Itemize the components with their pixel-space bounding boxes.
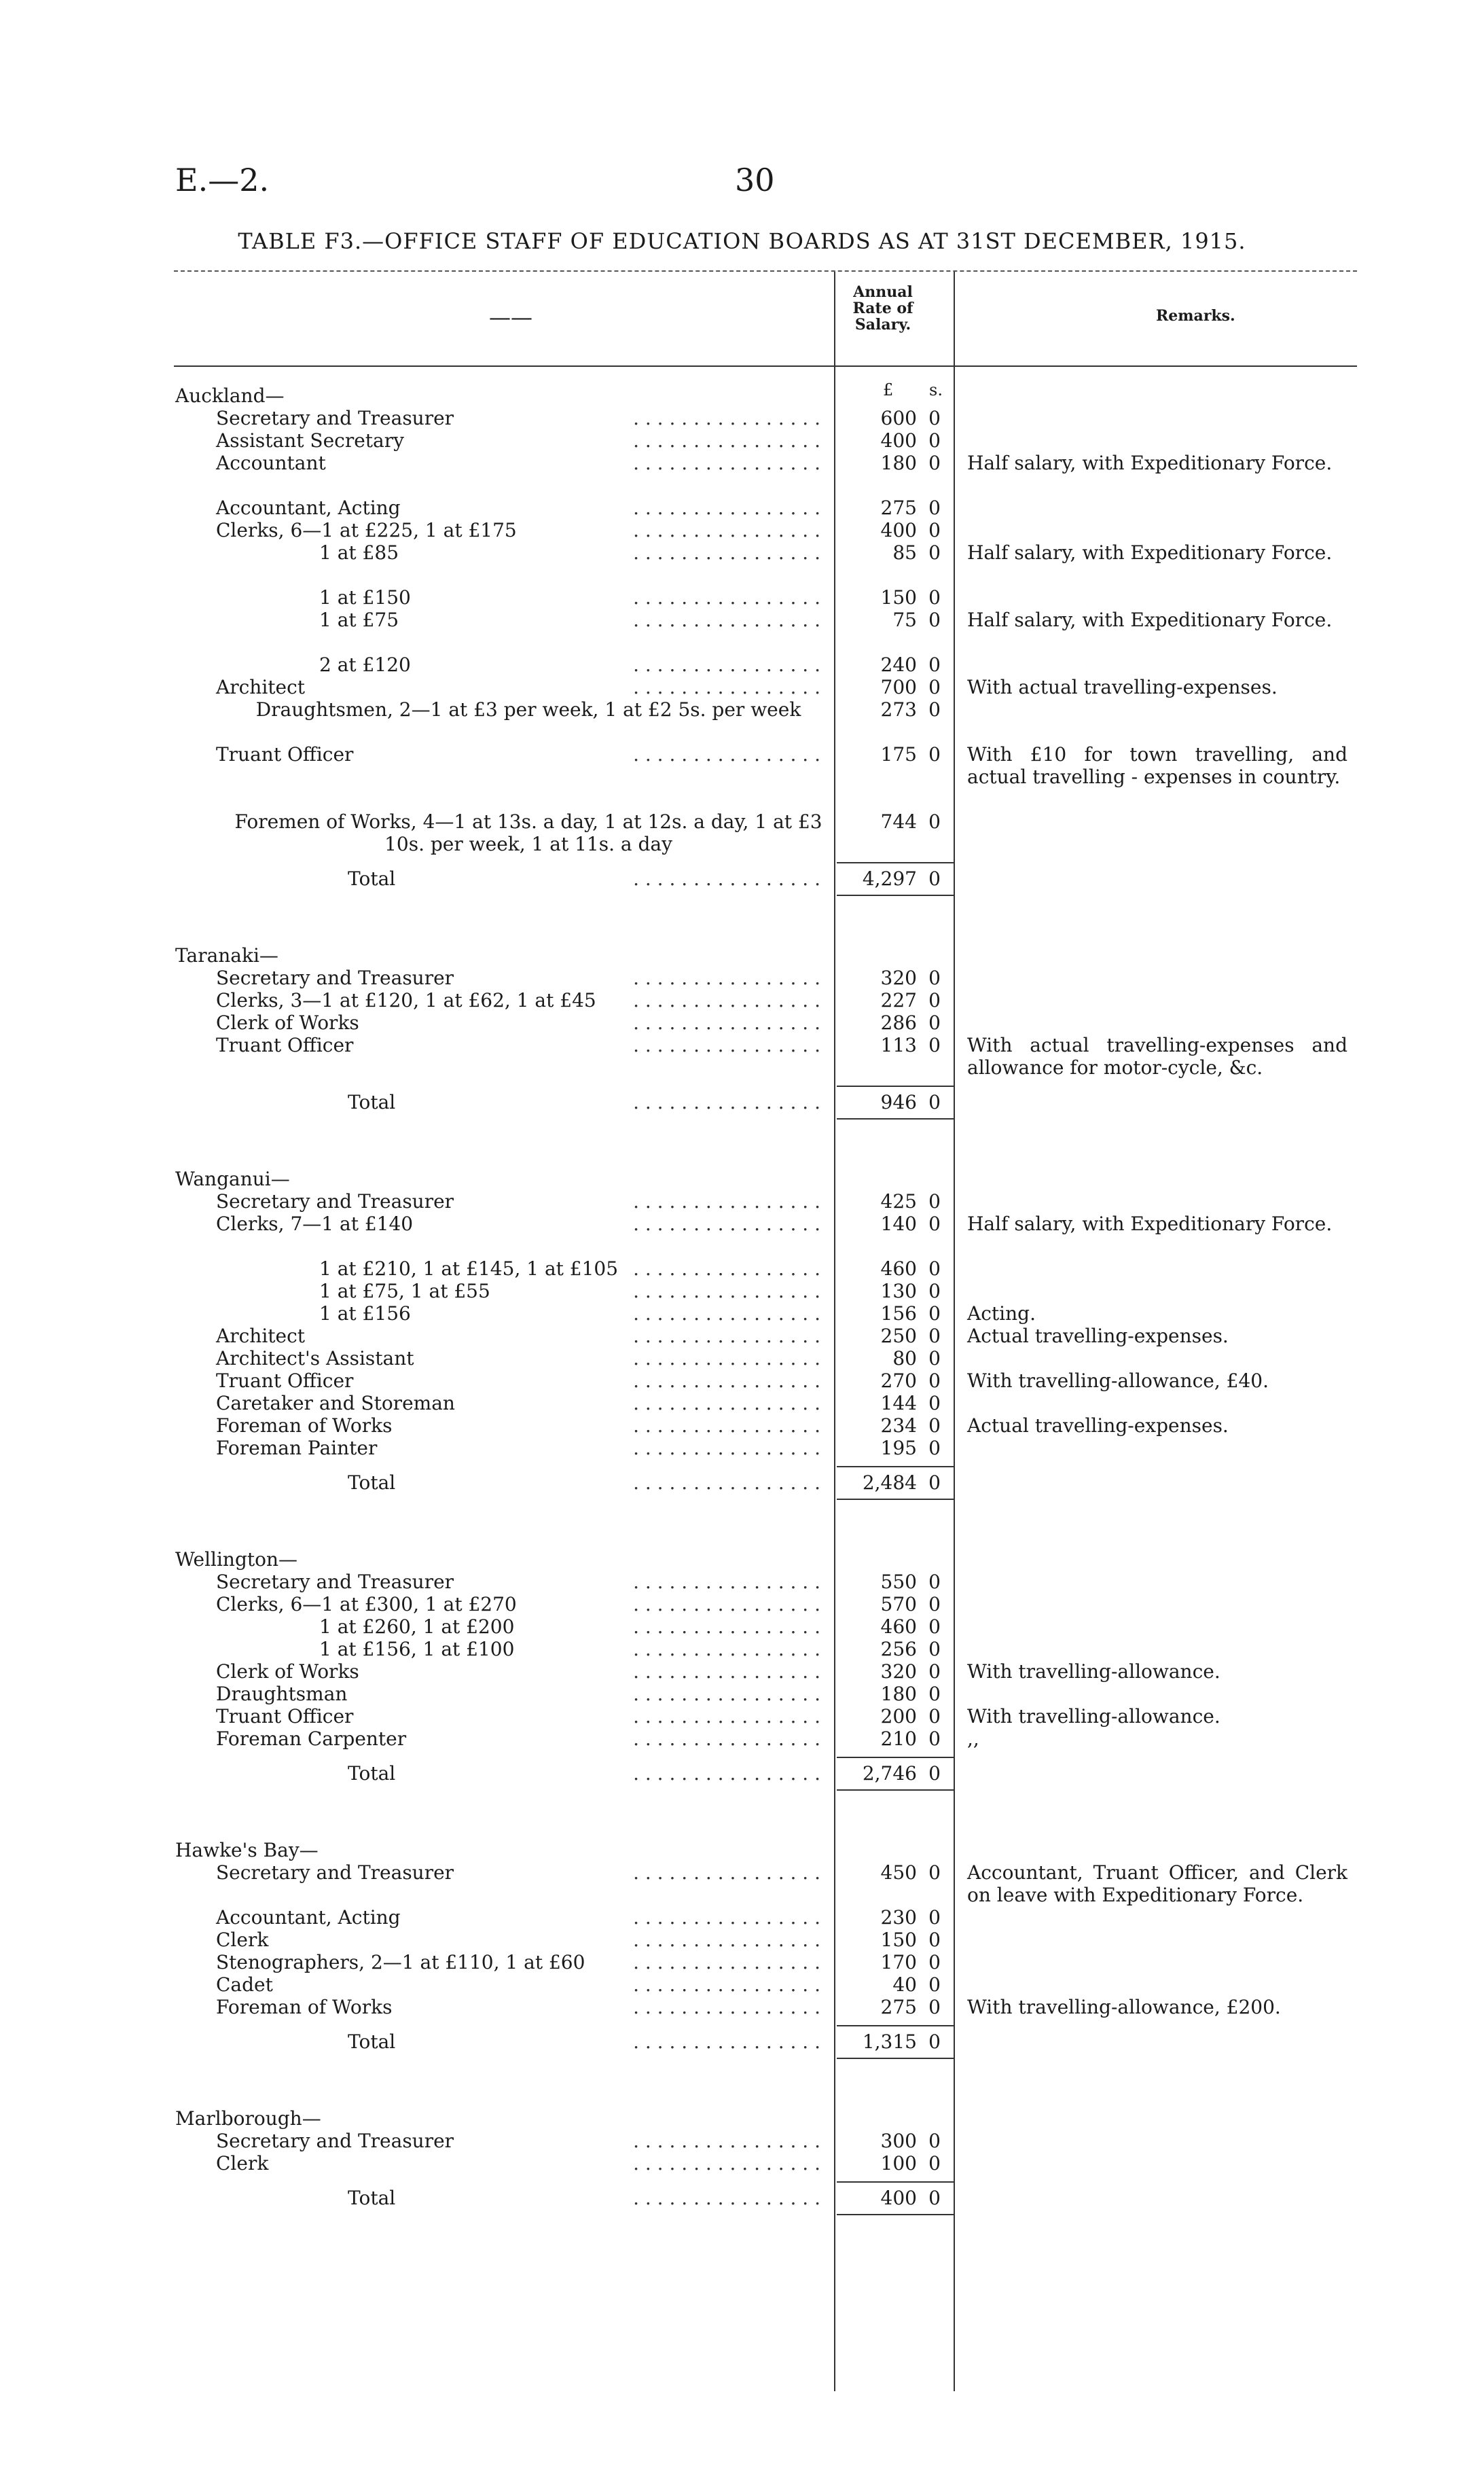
salary-pounds: 300 xyxy=(880,2130,917,2152)
staff-position: Foreman of Works xyxy=(216,1414,393,1437)
salary-shillings: 0 xyxy=(928,1638,941,1660)
staff-position: Truant Officer xyxy=(216,743,354,766)
leader-dots: . . . . . . . . . . . . . . . . xyxy=(633,967,820,989)
staff-position: Clerk of Works xyxy=(216,1660,359,1683)
leader-dots: . . . . . . . . . . . . . . . . xyxy=(633,407,820,429)
leader-dots: . . . . . . . . . . . . . . . . xyxy=(633,1012,820,1034)
section-total-row xyxy=(0,1091,1484,1114)
salary-pounds: 460 xyxy=(880,1257,917,1280)
total-pounds: 4,297 xyxy=(862,867,917,890)
salary-pounds: 40 xyxy=(892,1973,917,1996)
leader-dots: . . . . . . . . . . . . . . . . xyxy=(633,1638,820,1660)
staff-position: Architect xyxy=(216,676,306,698)
leader-dots: . . . . . . . . . . . . . . . . xyxy=(633,541,820,564)
salary-pounds: 400 xyxy=(880,519,917,541)
table-row xyxy=(0,609,1484,632)
salary-shillings: 0 xyxy=(928,1034,941,1056)
leader-dots: . . . . . . . . . . . . . . . . xyxy=(633,519,820,541)
leader-dots: . . . . . . . . . . . . . . . . xyxy=(633,1091,820,1113)
region-heading xyxy=(0,384,1484,408)
staff-position: Foremen of Works, 4—1 at 13s. a day, 1 at 12s. a day, 1 at £3 10s. per week, 1 at 11s. a day xyxy=(234,810,822,855)
salary-pounds: 175 xyxy=(880,743,917,766)
staff-position: Accountant, Acting xyxy=(216,1906,401,1929)
remarks-text: With actual travelling-expenses and allowance for motor-cycle, &c. xyxy=(967,1034,1347,1079)
staff-position: Truant Officer xyxy=(216,1370,354,1392)
table-row xyxy=(0,1012,1484,1035)
salary-shillings: 0 xyxy=(928,1593,941,1615)
leader-dots: . . . . . . . . . . . . . . . . xyxy=(633,1615,820,1638)
salary-pounds: 150 xyxy=(880,1929,917,1951)
leader-dots: . . . . . . . . . . . . . . . . xyxy=(633,1437,820,1459)
salary-shillings: 0 xyxy=(928,676,941,698)
table-row xyxy=(0,1683,1484,1706)
salary-shillings: 0 xyxy=(928,1302,941,1325)
salary-shillings: 0 xyxy=(928,1325,941,1347)
total-rule xyxy=(837,1466,954,1500)
remarks-text: ,, xyxy=(967,1728,979,1750)
leader-dots: . . . . . . . . . . . . . . . . xyxy=(633,1705,820,1728)
salary-shillings: 0 xyxy=(928,586,941,609)
salary-shillings: 0 xyxy=(928,1705,941,1728)
salary-shillings: 0 xyxy=(928,2130,941,2152)
table-row xyxy=(0,1280,1484,1303)
remarks-column-header: Remarks. xyxy=(1156,307,1235,325)
total-rule xyxy=(837,2181,954,2215)
leader-dots: . . . . . . . . . . . . . . . . xyxy=(633,1392,820,1414)
staff-position: Foreman of Works xyxy=(216,1996,393,2018)
table-row xyxy=(0,1213,1484,1236)
leader-dots: . . . . . . . . . . . . . . . . xyxy=(633,1190,820,1213)
leader-dots: . . . . . . . . . . . . . . . . xyxy=(633,989,820,1012)
table-row xyxy=(0,497,1484,520)
table-row xyxy=(0,743,1484,788)
table-row xyxy=(0,1615,1484,1639)
remarks-text: Actual travelling-expenses. xyxy=(967,1414,1229,1437)
staff-position: 1 at £260, 1 at £200 xyxy=(319,1615,515,1638)
table-row xyxy=(0,2152,1484,2175)
salary-pounds: 80 xyxy=(892,1347,917,1370)
staff-position: Caretaker and Storeman xyxy=(216,1392,455,1414)
salary-pounds: 113 xyxy=(880,1034,917,1056)
region-name: Wanganui— xyxy=(175,1168,290,1190)
region-name: Wellington— xyxy=(175,1548,298,1571)
staff-position: 1 at £75, 1 at £55 xyxy=(319,1280,490,1302)
region-heading xyxy=(0,1548,1484,1571)
table-title: TABLE F3.—OFFICE STAFF OF EDUCATION BOARDS AS AT 31ST DECEMBER, 1915. xyxy=(238,228,1246,254)
salary-shillings: 0 xyxy=(928,1973,941,1996)
table-row xyxy=(0,1593,1484,1616)
salary-pounds: 210 xyxy=(880,1728,917,1750)
salary-shillings: 0 xyxy=(928,1615,941,1638)
leader-dots: . . . . . . . . . . . . . . . . xyxy=(633,609,820,631)
salary-shillings: 0 xyxy=(928,743,941,766)
staff-position: Assistant Secretary xyxy=(216,429,404,452)
salary-pounds: 227 xyxy=(880,989,917,1012)
salary-shillings: 0 xyxy=(928,967,941,989)
staff-position: 2 at £120 xyxy=(319,654,411,676)
salary-shillings: 0 xyxy=(928,1951,941,1973)
total-rule xyxy=(837,1757,954,1791)
table-row xyxy=(0,1861,1484,1906)
leader-dots: . . . . . . . . . . . . . . . . xyxy=(633,1571,820,1593)
staff-position: Secretary and Treasurer xyxy=(216,967,454,989)
remarks-text: With travelling-allowance. xyxy=(967,1660,1220,1683)
leader-dots: . . . . . . . . . . . . . . . . xyxy=(633,1951,820,1973)
remarks-text: With actual travelling-expenses. xyxy=(967,676,1278,698)
table-row xyxy=(0,1973,1484,1997)
staff-position: Clerk xyxy=(216,2152,269,2175)
section-total-row xyxy=(0,1762,1484,1785)
staff-position: Architect xyxy=(216,1325,306,1347)
region-name: Taranaki— xyxy=(175,944,278,967)
leader-dots: . . . . . . . . . . . . . . . . xyxy=(633,1370,820,1392)
salary-shillings: 0 xyxy=(928,497,941,519)
table-row xyxy=(0,1370,1484,1393)
staff-position: 1 at £156, 1 at £100 xyxy=(319,1638,515,1660)
salary-shillings: 0 xyxy=(928,541,941,564)
salary-shillings: 0 xyxy=(928,1213,941,1235)
table-row xyxy=(0,1325,1484,1348)
staff-position: Truant Officer xyxy=(216,1705,354,1728)
remarks-text: Accountant, Truant Officer, and Clerk on leave with Expeditionary Force. xyxy=(967,1861,1347,1906)
remarks-text: With travelling-allowance, £200. xyxy=(967,1996,1281,2018)
staff-position: 1 at £75 xyxy=(319,609,399,631)
table-row xyxy=(0,1728,1484,1751)
salary-shillings: 0 xyxy=(928,429,941,452)
total-pounds: 946 xyxy=(880,1091,917,1113)
region-heading xyxy=(0,1168,1484,1191)
leader-dots: . . . . . . . . . . . . . . . . xyxy=(633,1325,820,1347)
leader-dots: . . . . . . . . . . . . . . . . xyxy=(633,1973,820,1996)
remarks-text: Half salary, with Expeditionary Force. xyxy=(967,452,1333,474)
total-label: Total xyxy=(348,867,396,890)
salary-shillings: 0 xyxy=(928,452,941,474)
salary-pounds: 195 xyxy=(880,1437,917,1459)
salary-pounds: 570 xyxy=(880,1593,917,1615)
table-row xyxy=(0,1660,1484,1683)
salary-pounds: 460 xyxy=(880,1615,917,1638)
staff-position: Clerks, 6—1 at £225, 1 at £175 xyxy=(216,519,517,541)
section-total-row xyxy=(0,1471,1484,1495)
leader-dots: . . . . . . . . . . . . . . . . xyxy=(633,676,820,698)
salary-shillings: 0 xyxy=(928,1660,941,1683)
total-label: Total xyxy=(348,1471,396,1494)
leader-dots: . . . . . . . . . . . . . . . . xyxy=(633,586,820,609)
table-row xyxy=(0,810,1484,855)
staff-position: 1 at £156 xyxy=(319,1302,411,1325)
salary-shillings: 0 xyxy=(928,1392,941,1414)
salary-column-header: Annual Rate of Salary. xyxy=(852,283,913,334)
staff-position: Accountant, Acting xyxy=(216,497,401,519)
salary-shillings: 0 xyxy=(928,1347,941,1370)
salary-pounds: 85 xyxy=(892,541,917,564)
region-name: Auckland— xyxy=(175,384,285,407)
table-row xyxy=(0,1437,1484,1460)
table-row xyxy=(0,1414,1484,1437)
staff-position: Secretary and Treasurer xyxy=(216,1861,454,1884)
total-shillings: 0 xyxy=(928,1762,941,1785)
total-pounds: 400 xyxy=(880,2187,917,2209)
salary-shillings: 0 xyxy=(928,2152,941,2175)
salary-shillings: 0 xyxy=(928,1929,941,1951)
salary-pounds: 700 xyxy=(880,676,917,698)
leader-dots: . . . . . . . . . . . . . . . . xyxy=(633,1471,820,1494)
staff-position: Foreman Carpenter xyxy=(216,1728,407,1750)
table-row xyxy=(0,989,1484,1012)
page-reference: E.—2. xyxy=(175,162,270,198)
salary-shillings: 0 xyxy=(928,1861,941,1884)
remarks-text: Actual travelling-expenses. xyxy=(967,1325,1229,1347)
salary-shillings: 0 xyxy=(928,654,941,676)
leader-dots: . . . . . . . . . . . . . . . . xyxy=(633,2130,820,2152)
salary-pounds: 156 xyxy=(880,1302,917,1325)
leader-dots: . . . . . . . . . . . . . . . . xyxy=(633,743,820,766)
total-pounds: 1,315 xyxy=(862,2030,917,2053)
total-shillings: 0 xyxy=(928,2187,941,2209)
table-top-rule xyxy=(174,270,1357,272)
salary-pounds: 286 xyxy=(880,1012,917,1034)
table-row xyxy=(0,1392,1484,1415)
leader-dots: . . . . . . . . . . . . . . . . xyxy=(633,1213,820,1235)
salary-shillings: 0 xyxy=(928,1996,941,2018)
salary-pounds: 425 xyxy=(880,1190,917,1213)
salary-pounds: 100 xyxy=(880,2152,917,2175)
remarks-text: Half salary, with Expeditionary Force. xyxy=(967,609,1333,631)
section-total-row xyxy=(0,2030,1484,2054)
salary-pounds: 450 xyxy=(880,1861,917,1884)
salary-shillings: 0 xyxy=(928,1683,941,1705)
salary-pounds: 320 xyxy=(880,967,917,989)
staff-position: Clerks, 7—1 at £140 xyxy=(216,1213,414,1235)
total-rule xyxy=(837,2025,954,2059)
total-label: Total xyxy=(348,1091,396,1113)
salary-shillings: 0 xyxy=(928,609,941,631)
leader-dots: . . . . . . . . . . . . . . . . xyxy=(633,1762,820,1785)
table-row xyxy=(0,654,1484,677)
staff-position: Clerks, 3—1 at £120, 1 at £62, 1 at £45 xyxy=(216,989,596,1012)
salary-shillings: 0 xyxy=(928,1370,941,1392)
table-row xyxy=(0,967,1484,990)
table-row xyxy=(0,429,1484,452)
leader-dots: . . . . . . . . . . . . . . . . xyxy=(633,1683,820,1705)
description-column-header: —— xyxy=(489,304,532,330)
table-row xyxy=(0,452,1484,475)
page-number: 30 xyxy=(735,162,775,198)
remarks-text: Acting. xyxy=(967,1302,1036,1325)
salary-shillings: 0 xyxy=(928,1728,941,1750)
leader-dots: . . . . . . . . . . . . . . . . xyxy=(633,1347,820,1370)
staff-position: Secretary and Treasurer xyxy=(216,407,454,429)
pounds-unit-label: £ xyxy=(883,380,894,399)
table-row xyxy=(0,407,1484,430)
table-row xyxy=(0,1705,1484,1728)
salary-pounds: 180 xyxy=(880,1683,917,1705)
remarks-text: With travelling-allowance. xyxy=(967,1705,1220,1728)
remarks-text: Half salary, with Expeditionary Force. xyxy=(967,541,1333,564)
staff-position: Foreman Painter xyxy=(216,1437,378,1459)
table-row xyxy=(0,1951,1484,1974)
salary-shillings: 0 xyxy=(928,1012,941,1034)
table-row xyxy=(0,586,1484,609)
leader-dots: . . . . . . . . . . . . . . . . xyxy=(633,1728,820,1750)
salary-pounds: 275 xyxy=(880,497,917,519)
total-rule xyxy=(837,862,954,896)
table-row xyxy=(0,1257,1484,1281)
leader-dots: . . . . . . . . . . . . . . . . xyxy=(633,654,820,676)
staff-position: Secretary and Treasurer xyxy=(216,1190,454,1213)
staff-position: 1 at £85 xyxy=(319,541,399,564)
table-row xyxy=(0,1996,1484,2019)
salary-pounds: 200 xyxy=(880,1705,917,1728)
table-row xyxy=(0,698,1484,721)
total-pounds: 2,484 xyxy=(862,1471,917,1494)
leader-dots: . . . . . . . . . . . . . . . . xyxy=(633,867,820,890)
salary-pounds: 180 xyxy=(880,452,917,474)
salary-pounds: 234 xyxy=(880,1414,917,1437)
leader-dots: . . . . . . . . . . . . . . . . xyxy=(633,429,820,452)
staff-position: Architect's Assistant xyxy=(216,1347,414,1370)
table-row xyxy=(0,2130,1484,2153)
staff-position: Clerk xyxy=(216,1929,269,1951)
leader-dots: . . . . . . . . . . . . . . . . xyxy=(633,1280,820,1302)
region-heading xyxy=(0,944,1484,967)
header-bottom-rule xyxy=(174,365,1357,367)
table-row xyxy=(0,1638,1484,1661)
total-label: Total xyxy=(348,2030,396,2053)
salary-pounds: 75 xyxy=(892,609,917,631)
staff-position: Secretary and Treasurer xyxy=(216,2130,454,2152)
leader-dots: . . . . . . . . . . . . . . . . xyxy=(633,1034,820,1056)
salary-pounds: 320 xyxy=(880,1660,917,1683)
section-total-row xyxy=(0,867,1484,891)
salary-pounds: 170 xyxy=(880,1951,917,1973)
leader-dots: . . . . . . . . . . . . . . . . xyxy=(633,1302,820,1325)
region-heading xyxy=(0,2107,1484,2130)
leader-dots: . . . . . . . . . . . . . . . . xyxy=(633,2187,820,2209)
table-row xyxy=(0,1190,1484,1213)
salary-shillings: 0 xyxy=(928,810,941,833)
total-shillings: 0 xyxy=(928,1471,941,1494)
table-row xyxy=(0,1929,1484,1952)
salary-pounds: 270 xyxy=(880,1370,917,1392)
salary-pounds: 130 xyxy=(880,1280,917,1302)
salary-shillings: 0 xyxy=(928,1190,941,1213)
remarks-text: Half salary, with Expeditionary Force. xyxy=(967,1213,1333,1235)
staff-position: Stenographers, 2—1 at £110, 1 at £60 xyxy=(216,1951,585,1973)
region-heading xyxy=(0,1839,1484,1862)
total-shillings: 0 xyxy=(928,2030,941,2053)
leader-dots: . . . . . . . . . . . . . . . . xyxy=(633,1414,820,1437)
salary-pounds: 256 xyxy=(880,1638,917,1660)
staff-position: Draughtsman xyxy=(216,1683,348,1705)
remarks-text: With £10 for town travelling, and actual travelling - expenses in country. xyxy=(967,743,1347,788)
table-row xyxy=(0,519,1484,542)
leader-dots: . . . . . . . . . . . . . . . . xyxy=(633,1593,820,1615)
leader-dots: . . . . . . . . . . . . . . . . xyxy=(633,1996,820,2018)
leader-dots: . . . . . . . . . . . . . . . . xyxy=(633,1929,820,1951)
leader-dots: . . . . . . . . . . . . . . . . xyxy=(633,1861,820,1884)
salary-pounds: 250 xyxy=(880,1325,917,1347)
leader-dots: . . . . . . . . . . . . . . . . xyxy=(633,452,820,474)
salary-pounds: 240 xyxy=(880,654,917,676)
total-label: Total xyxy=(348,2187,396,2209)
leader-dots: . . . . . . . . . . . . . . . . xyxy=(633,2152,820,2175)
staff-position: Draughtsmen, 2—1 at £3 per week, 1 at £2 5s. per week xyxy=(255,698,801,721)
salary-shillings: 0 xyxy=(928,989,941,1012)
salary-pounds: 273 xyxy=(880,698,917,721)
staff-position: Truant Officer xyxy=(216,1034,354,1056)
table-row xyxy=(0,676,1484,699)
staff-position: Clerk of Works xyxy=(216,1012,359,1034)
salary-pounds: 144 xyxy=(880,1392,917,1414)
salary-pounds: 140 xyxy=(880,1213,917,1235)
salary-pounds: 744 xyxy=(880,810,917,833)
total-shillings: 0 xyxy=(928,867,941,890)
salary-shillings: 0 xyxy=(928,1906,941,1929)
salary-shillings: 0 xyxy=(928,1257,941,1280)
staff-position: 1 at £210, 1 at £145, 1 at £105 xyxy=(319,1257,619,1280)
region-name: Marlborough— xyxy=(175,2107,321,2130)
salary-shillings: 0 xyxy=(928,1280,941,1302)
salary-pounds: 600 xyxy=(880,407,917,429)
salary-pounds: 550 xyxy=(880,1571,917,1593)
salary-shillings: 0 xyxy=(928,1414,941,1437)
staff-position: Accountant xyxy=(216,452,326,474)
table-row xyxy=(0,1347,1484,1370)
total-shillings: 0 xyxy=(928,1091,941,1113)
staff-position: Clerks, 6—1 at £300, 1 at £270 xyxy=(216,1593,517,1615)
table-row xyxy=(0,1302,1484,1325)
salary-pounds: 400 xyxy=(880,429,917,452)
total-pounds: 2,746 xyxy=(862,1762,917,1785)
leader-dots: . . . . . . . . . . . . . . . . xyxy=(633,1257,820,1280)
salary-pounds: 230 xyxy=(880,1906,917,1929)
salary-shillings: 0 xyxy=(928,519,941,541)
leader-dots: . . . . . . . . . . . . . . . . xyxy=(633,497,820,519)
section-total-row xyxy=(0,2187,1484,2210)
salary-pounds: 150 xyxy=(880,586,917,609)
salary-shillings: 0 xyxy=(928,1571,941,1593)
total-label: Total xyxy=(348,1762,396,1785)
salary-shillings: 0 xyxy=(928,698,941,721)
region-name: Hawke's Bay— xyxy=(175,1839,319,1861)
salary-shillings: 0 xyxy=(928,407,941,429)
leader-dots: . . . . . . . . . . . . . . . . xyxy=(633,1660,820,1683)
salary-pounds: 275 xyxy=(880,1996,917,2018)
table-row xyxy=(0,1571,1484,1594)
leader-dots: . . . . . . . . . . . . . . . . xyxy=(633,2030,820,2053)
total-rule xyxy=(837,1086,954,1120)
remarks-text: With travelling-allowance, £40. xyxy=(967,1370,1269,1392)
shillings-unit-label: s. xyxy=(929,380,943,399)
leader-dots: . . . . . . . . . . . . . . . . xyxy=(633,1906,820,1929)
salary-shillings: 0 xyxy=(928,1437,941,1459)
table-row xyxy=(0,1906,1484,1929)
staff-position: Secretary and Treasurer xyxy=(216,1571,454,1593)
staff-position: Cadet xyxy=(216,1973,273,1996)
table-row xyxy=(0,1034,1484,1079)
staff-position: 1 at £150 xyxy=(319,586,411,609)
table-row xyxy=(0,541,1484,565)
